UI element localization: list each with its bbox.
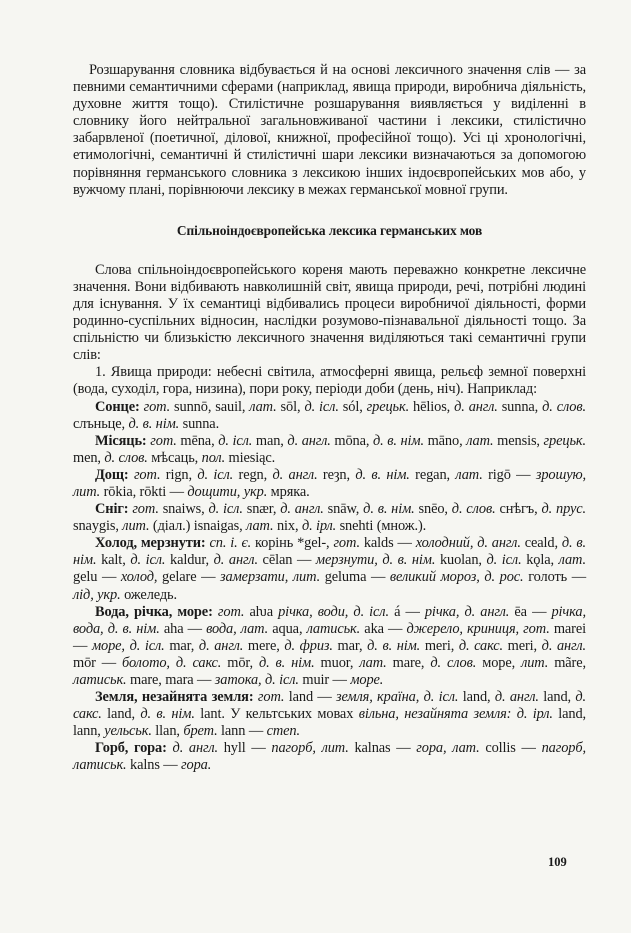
entry-label: великий мороз, bbox=[389, 569, 480, 586]
entry-text: снѣгъ, bbox=[495, 501, 542, 518]
entry-text: ожеледь. bbox=[120, 586, 177, 603]
entry-text: kaldur, bbox=[165, 552, 214, 569]
entry-text: snēo, bbox=[414, 501, 452, 518]
entry-label: д. в. нім. bbox=[372, 432, 424, 449]
entry-text: land, bbox=[538, 689, 576, 706]
entry-text: hēlios, bbox=[409, 398, 455, 415]
entry-label: д. сакс. bbox=[458, 637, 503, 654]
entry-text: snehti (множ.). bbox=[336, 518, 427, 535]
entry-label: лат. bbox=[452, 740, 480, 757]
entry-label: земля, країна, bbox=[336, 689, 420, 706]
entry-text: reȝn, bbox=[317, 466, 356, 483]
entry-label: д. англ. bbox=[172, 740, 218, 757]
entry-text: (діал.) isnaigas, bbox=[149, 518, 247, 535]
entry-label: д. ісл. bbox=[129, 637, 165, 654]
entries-list bbox=[73, 399, 586, 775]
entry-text: kuolan, bbox=[435, 552, 487, 569]
entry-label: уельськ. bbox=[104, 723, 152, 740]
entry-label: лат. bbox=[359, 654, 387, 671]
entry-label: замерзати, bbox=[220, 569, 289, 586]
entry-paragraph bbox=[73, 604, 586, 689]
entry-text: land, bbox=[101, 706, 141, 723]
entry-text: mere, bbox=[243, 637, 285, 654]
entry-text: muir — bbox=[298, 672, 351, 688]
entry-label: гот. bbox=[217, 603, 245, 620]
entry-text: mōr — bbox=[73, 654, 123, 671]
entry-paragraph bbox=[73, 501, 586, 535]
entry-text: māno, bbox=[423, 432, 467, 449]
entry-text: mare, mara — bbox=[126, 672, 215, 688]
entry-text: snær, bbox=[242, 501, 281, 518]
entry-label: укр. bbox=[97, 586, 121, 603]
entry-label: д. фриз. bbox=[284, 637, 333, 654]
entry-text: á — bbox=[388, 603, 425, 620]
entry-text: sól, bbox=[338, 398, 367, 415]
entry-label: д. слов. bbox=[430, 654, 477, 671]
entry-label: д. англ. bbox=[213, 552, 258, 569]
entry-label: брет. bbox=[183, 723, 218, 740]
entry-label: д. в. нім. bbox=[140, 706, 195, 723]
entry-text: mōna, bbox=[330, 432, 373, 449]
entry-label: вода, bbox=[206, 620, 237, 637]
entry-text: llan, bbox=[151, 723, 184, 740]
entry-label: д. ісл. bbox=[130, 552, 166, 569]
entry-label: д. ісл. bbox=[304, 398, 339, 415]
entry-text: sunna. bbox=[179, 415, 220, 432]
entry-text: gelare — bbox=[157, 569, 221, 586]
entry-label: д. англ. bbox=[280, 501, 324, 518]
entry-label: гот. bbox=[333, 535, 360, 552]
entry-label: річка, bbox=[424, 603, 460, 620]
entry-text: land, bbox=[458, 689, 495, 706]
entry-text: mensis, bbox=[493, 432, 544, 449]
entry-label: д. в. нім. bbox=[363, 501, 415, 518]
entry-text: hyll — bbox=[217, 740, 272, 757]
entry-label: гора. bbox=[181, 757, 212, 774]
entry-label: лит. bbox=[292, 569, 321, 586]
entry-label: річка, вода, bbox=[73, 603, 586, 637]
entry-text: land — bbox=[284, 689, 336, 706]
entry-label: латиськ. bbox=[73, 757, 127, 774]
entry-label: гот. bbox=[523, 620, 550, 637]
entry-label: д. ісл. bbox=[265, 672, 299, 688]
entry-text: rign, bbox=[160, 466, 198, 483]
entry-text: men, bbox=[73, 449, 105, 466]
section-heading: Спільноіндоєвропейська лексика германських мов bbox=[176, 222, 483, 238]
entry-text: mãre, bbox=[548, 654, 586, 671]
entry-text: geluma — bbox=[320, 569, 390, 586]
entry-label: мерзнути, bbox=[315, 552, 378, 569]
entry-label: лат. bbox=[455, 466, 483, 483]
entry-label: джерело, криниця, bbox=[406, 620, 520, 637]
entry-label: д. сакс. bbox=[175, 654, 222, 671]
entry-label: д. ісл. bbox=[208, 501, 243, 518]
entry-label: лит. bbox=[73, 483, 101, 500]
entry-label: дощити, bbox=[187, 483, 241, 500]
entry-label: латиськ. bbox=[306, 620, 361, 637]
entry-label: зрошую, bbox=[535, 466, 587, 483]
entry-text: muor, bbox=[314, 654, 360, 671]
paragraph: 1. Явища природи: небесні світила, атмосферні явища, рельєф земної поверхні (вода, суходіл, гора, низина), пори року, періоди доби (день, ніч). Наприклад: bbox=[73, 364, 586, 398]
entry-text: aka — bbox=[360, 620, 407, 637]
entry-label: лат. bbox=[466, 432, 494, 449]
entry-label: вільна, незайнята земля: bbox=[358, 706, 512, 723]
entry-text: snāw, bbox=[323, 501, 364, 518]
entry-text: nix, bbox=[273, 518, 302, 535]
entry-text: корінь *gel-, bbox=[251, 535, 334, 552]
entry-headword: Дощ: bbox=[95, 466, 129, 483]
entry-label: гот. bbox=[257, 689, 285, 706]
entry-text: aƕa bbox=[244, 603, 279, 620]
entry-text: snaiws, bbox=[158, 501, 209, 518]
entry-label: д. сакс. bbox=[73, 689, 587, 723]
entry-label: лат. bbox=[558, 552, 586, 569]
entry-label: пол. bbox=[201, 449, 226, 466]
entry-paragraph bbox=[73, 535, 586, 603]
entry-label: грецьк. bbox=[543, 432, 586, 449]
entry-label: лит. bbox=[521, 654, 549, 671]
entry-text: rōkia, rōkti — bbox=[100, 483, 188, 500]
entry-headword: Місяць: bbox=[95, 432, 147, 449]
entry-label: д. ісл. bbox=[353, 603, 389, 620]
entry-label: д. англ. bbox=[541, 637, 586, 654]
entry-text: kalnas — bbox=[348, 740, 417, 757]
entry-text: miesiąc. bbox=[225, 449, 276, 466]
paragraph: Слова спільноіндоєвропейського кореня мають переважно конкретне лексичне значення. Вони відбивають навколишній світ, явища природи, речі, потрібні людині для існування. У їх семантиці відбивались процеси виробничої діяльності, форми родинно-суспільних відносин, наслідки розумово-пізнавальної діяльності тощо. За спільністю чи близькістю лексичного значення виділяються такі семантичні групи слів: bbox=[73, 261, 586, 364]
entry-label: пагорб, bbox=[541, 740, 586, 757]
entry-text: море, bbox=[476, 654, 522, 671]
entry-text: kalt, bbox=[96, 552, 131, 569]
entry-label: лит. bbox=[321, 740, 349, 757]
entry-label: гот. bbox=[150, 432, 177, 449]
entry-text: aha — bbox=[159, 620, 207, 637]
entry-text: snaygis, bbox=[73, 518, 123, 535]
entry-label: д. рос. bbox=[484, 569, 524, 586]
entry-text: mōr, bbox=[221, 654, 259, 671]
entry-label: лат. bbox=[249, 398, 277, 415]
entry-label: море. bbox=[350, 672, 384, 688]
intro-paragraph: Розшарування словника відбувається й на основі лексичного значення слів — за певними семантичними сферами (наприклад, явища природи, виробнича діяльність, духовне життя тощо). Стилістичне розшарування виявляється у виділенні в словнику його нейтральної загальновживаної частини і лексики, стилістично забарвленої (поетичної, ділової, книжної, професійної тощо). Усі ці хронологічні, етимологічні, семантичні й стилістичні шари лексики визначаються за допомогою порівняння германського словника з лексикою інших індоєвропейських мов або, у вужчому плані, порівнюючи лексику в межах германської мовної групи. bbox=[73, 62, 586, 198]
entry-text: rigō — bbox=[482, 466, 536, 483]
entry-label: холодний, bbox=[415, 535, 474, 552]
entry-text: marei — bbox=[73, 620, 586, 654]
entry-paragraph bbox=[73, 740, 586, 774]
entry-label: лат. bbox=[240, 620, 269, 637]
entry-text: land, lann, bbox=[73, 706, 587, 740]
entry-text: mare, bbox=[386, 654, 431, 671]
entry-label: д. слов. bbox=[104, 449, 148, 466]
entry-label: гот. bbox=[132, 501, 159, 518]
entry-text: meri, bbox=[502, 637, 542, 654]
entry-headword: Сніг: bbox=[95, 501, 129, 518]
entry-text: ēa — bbox=[509, 603, 552, 620]
entry-text: ceald, bbox=[520, 535, 562, 552]
entry-text: sōl, bbox=[276, 398, 305, 415]
entry-label: лит. bbox=[122, 518, 150, 535]
entry-headword: Земля, незайнята земля: bbox=[95, 689, 254, 706]
entry-label: д. в. нім. bbox=[367, 637, 421, 654]
entry-text: regan, bbox=[409, 466, 456, 483]
entry-label: лід, bbox=[73, 586, 94, 603]
entry-label: д. англ. bbox=[198, 637, 244, 654]
entry-text: lann — bbox=[217, 723, 267, 740]
entry-label: гот. bbox=[143, 398, 171, 415]
entry-label: болото, bbox=[122, 654, 170, 671]
entry-paragraph bbox=[73, 689, 586, 740]
entry-label: д. в. нім. bbox=[128, 415, 180, 432]
entry-label: д. англ. bbox=[494, 689, 539, 706]
entry-label: гора, bbox=[416, 740, 447, 757]
entry-label: д. ісл. bbox=[486, 552, 522, 569]
entry-text: man, bbox=[252, 432, 288, 449]
entry-label: д. ісл. bbox=[423, 689, 459, 706]
entry-label: д. англ. bbox=[464, 603, 510, 620]
entry-headword: Холод, мерзнути: bbox=[95, 535, 206, 552]
entry-text: gelu — bbox=[73, 569, 121, 586]
entry-text: sunna, bbox=[497, 398, 543, 415]
entry-text: mēna, bbox=[176, 432, 219, 449]
entry-headword: Вода, річка, море: bbox=[95, 603, 213, 620]
entry-label: д. англ. bbox=[272, 466, 318, 483]
entry-label: д. ісл. bbox=[218, 432, 253, 449]
entry-text: голоть — bbox=[523, 569, 586, 586]
entry-label: степ. bbox=[266, 723, 300, 740]
entry-text: kalns — bbox=[126, 757, 182, 774]
entry-label: д. англ. bbox=[477, 535, 521, 552]
entry-text: мѣсаць, bbox=[147, 449, 202, 466]
entry-text: cēlan — bbox=[257, 552, 316, 569]
entry-label: д. в. нім. bbox=[258, 654, 315, 671]
entry-label: річка, води, bbox=[278, 603, 349, 620]
entry-label: грецьк. bbox=[366, 398, 410, 415]
entry-label: гот. bbox=[133, 466, 161, 483]
entry-label: холод, bbox=[120, 569, 158, 586]
entry-headword: Горб, гора: bbox=[95, 740, 167, 757]
entry-label: д. ірл. bbox=[516, 706, 553, 723]
entry-label: д. ірл. bbox=[301, 518, 337, 535]
entry-label: д. в. нім. bbox=[382, 552, 436, 569]
entry-label: затока, bbox=[214, 672, 262, 688]
entry-label: д. англ. bbox=[454, 398, 498, 415]
entry-label: д. ісл. bbox=[197, 466, 234, 483]
entry-text: мряка. bbox=[267, 483, 310, 500]
entry-label: укр. bbox=[243, 483, 268, 500]
entry-headword: Сонце: bbox=[95, 398, 140, 415]
entry-paragraph bbox=[73, 467, 586, 501]
entry-text: sunnō, sauil, bbox=[170, 398, 250, 415]
entry-text: aqua, bbox=[268, 620, 307, 637]
entry-text: meri, bbox=[420, 637, 459, 654]
entry-label: латиськ. bbox=[73, 672, 127, 688]
entry-label: д. в. нім. bbox=[107, 620, 160, 637]
entry-label: д. в. нім. bbox=[73, 535, 586, 569]
entry-text: mar, bbox=[164, 637, 199, 654]
entry-label: пагорб, bbox=[271, 740, 316, 757]
entry-label: д. прус. bbox=[541, 501, 586, 518]
entry-label: д. слов. bbox=[451, 501, 496, 518]
entry-label: море, bbox=[91, 637, 125, 654]
page-number: 109 bbox=[548, 855, 567, 869]
entry-label: д. в. нім. bbox=[355, 466, 410, 483]
entry-text: слъньце, bbox=[73, 415, 129, 432]
entry-text: kalds — bbox=[359, 535, 416, 552]
entry-text: kǫla, bbox=[521, 552, 559, 569]
entry-text: regn, bbox=[233, 466, 273, 483]
entry-text: collis — bbox=[479, 740, 542, 757]
entry-label: лат. bbox=[246, 518, 274, 535]
page-body bbox=[73, 62, 586, 775]
entry-text: mar, bbox=[332, 637, 368, 654]
entry-label: д. англ. bbox=[287, 432, 331, 449]
entry-paragraph bbox=[73, 399, 586, 433]
entry-label: сп. і. є. bbox=[209, 535, 252, 552]
entry-paragraph bbox=[73, 433, 586, 467]
entry-text: lant. У кельтських мовах bbox=[194, 706, 359, 723]
entry-label: д. слов. bbox=[542, 398, 586, 415]
